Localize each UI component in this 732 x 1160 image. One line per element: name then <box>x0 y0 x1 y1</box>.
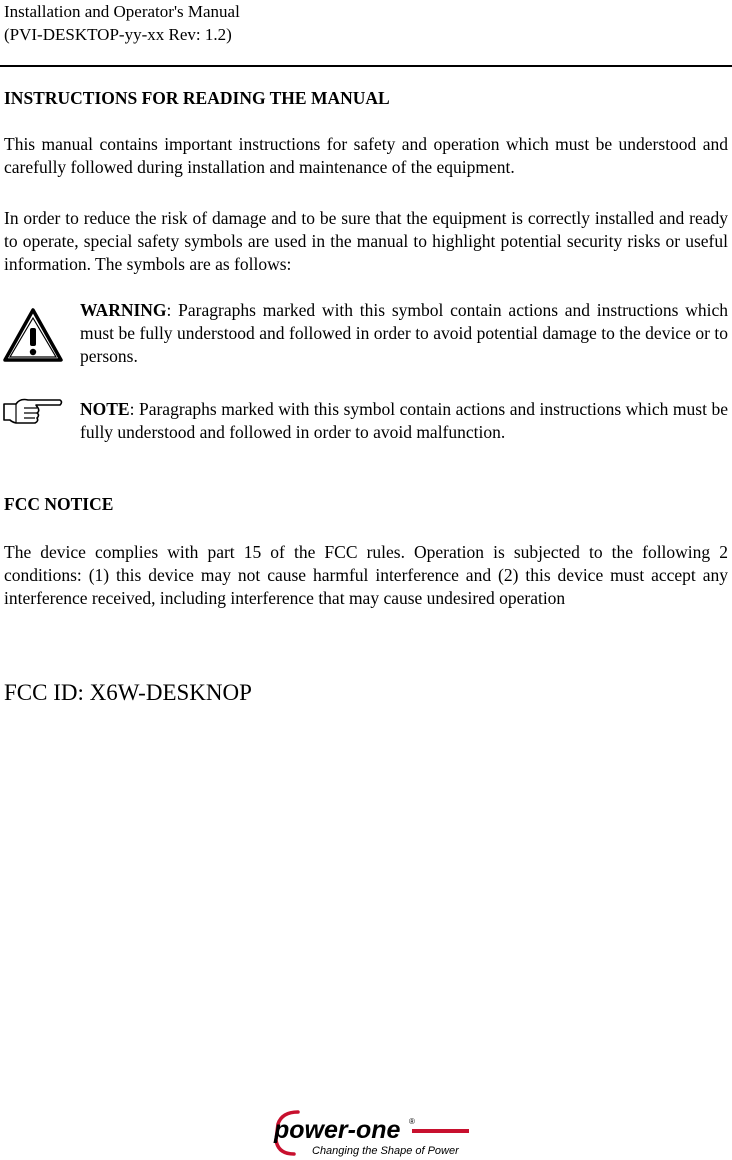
logo-tagline: Changing the Shape of Power <box>312 1145 459 1157</box>
instructions-paragraph-1: This manual contains important instructions for safety and operation which must be understood and carefully followed during installation and maintenance of the equipment. <box>4 134 728 177</box>
pointing-hand-icon <box>2 394 64 430</box>
warning-paragraph <box>80 299 728 368</box>
header-divider <box>0 65 732 67</box>
note-paragraph <box>80 398 728 444</box>
instructions-paragraph-2: In order to reduce the risk of damage and to be sure that the equipment is correctly installed and ready to operate, special safety symbols are used in the manual to highlight potential security risks or useful information. The symbols are as follows: <box>4 208 728 274</box>
manual-revision: (PVI-DESKTOP-yy-xx Rev: 1.2) <box>4 25 232 44</box>
page-header <box>4 0 240 46</box>
warning-triangle-icon <box>2 306 64 364</box>
warning-label: WARNING <box>80 300 167 320</box>
logo-registered: ® <box>409 1117 415 1126</box>
fcc-id: FCC ID: X6W-DESKNOP <box>4 680 252 705</box>
logo-brand: power-one <box>274 1116 401 1144</box>
warning-text: : Paragraphs marked with this symbol contain actions and instructions which must be fully understood and followed in order to avoid potential damage to the device or to persons. <box>80 300 728 366</box>
fcc-notice-paragraph: The device complies with part 15 of the FCC rules. Operation is subjected to the following 2 conditions: (1) this device may not cause harmful interference and (2) this device must accept any interference received, including interference that may cause undesired operation <box>4 542 728 608</box>
logo-red-bar <box>412 1129 469 1133</box>
note-text: : Paragraphs marked with this symbol contain actions and instructions which must be fully understood and followed in order to avoid malfunction. <box>80 399 728 442</box>
fcc-notice-heading: FCC NOTICE <box>4 494 114 514</box>
instructions-heading: INSTRUCTIONS FOR READING THE MANUAL <box>4 88 390 108</box>
manual-title: Installation and Operator's Manual <box>4 2 240 21</box>
power-one-logo <box>272 1108 472 1158</box>
note-label: NOTE <box>80 399 130 419</box>
